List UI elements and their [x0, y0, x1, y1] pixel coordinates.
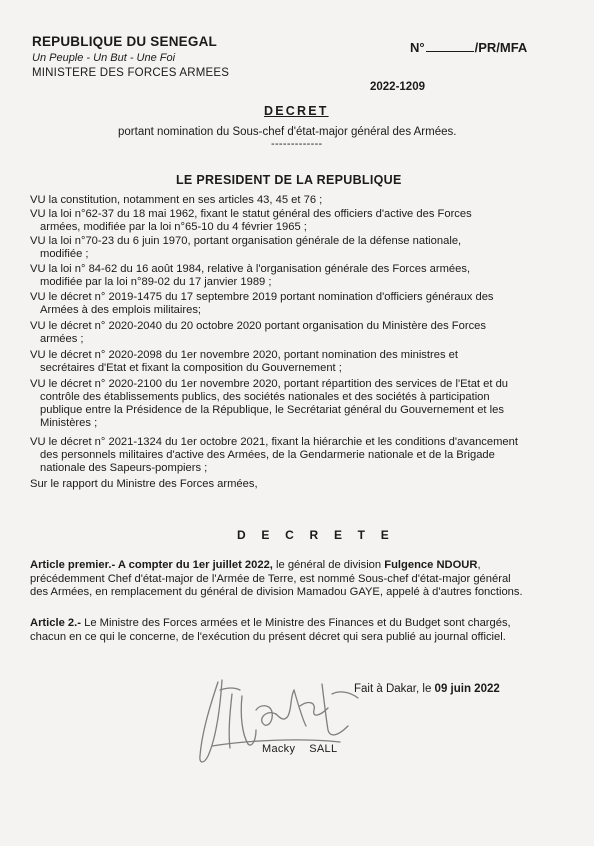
national-motto: Un Peuple - Un But - Une Foi: [32, 52, 176, 64]
title-separator: -------------: [271, 138, 323, 150]
visa-line: secrétaires d'Etat et fixant la composition du Gouvernement ;: [40, 362, 342, 374]
article-text: ,: [477, 559, 481, 571]
visa-line: armées, modifiée par la loi n°65-10 du 4 février 1965 ;: [40, 221, 307, 233]
visa-decret-2021-1324: [30, 436, 518, 475]
visa-constitution: [30, 194, 322, 207]
visa-line: armées ;: [40, 333, 84, 345]
article-premier: [30, 559, 523, 600]
visa-line: modifiée par la loi n°89-02 du 17 janvier 1989 ;: [40, 276, 272, 288]
visa-loi-70-23: [30, 235, 461, 261]
article-line: des Armées, en remplacement du général de division Mamadou GAYE, appelé à d'autres fonctions.: [30, 586, 523, 598]
article-text: le général de division: [272, 559, 385, 571]
visa-loi-84-62: [30, 263, 470, 289]
decree-title: DECRET: [264, 104, 329, 118]
visa-decret-2020-2040: [30, 320, 486, 346]
visa-decret-2020-2098: [30, 349, 458, 375]
visa-line: modifiée ;: [40, 248, 89, 260]
article-text: Le Ministre des Forces armées et le Ministre des Finances et du Budget sont chargés,: [80, 617, 511, 629]
visa-line: nationale des Sapeurs-pompiers ;: [40, 462, 208, 474]
visa-decret-2019-1475: [30, 291, 494, 317]
article-line: [30, 559, 523, 573]
visa-line: Sur le rapport du Ministre des Forces armées,: [30, 478, 258, 490]
decrete-heading: D E C R E T E: [237, 528, 395, 542]
article-line: [30, 617, 511, 631]
article-line: précédemment Chef d'état-major de l'Armée de Terre, est nommé Sous-chef d'état-major général: [30, 572, 511, 585]
signer-name: [262, 743, 351, 755]
ref-prefix: N°: [410, 40, 425, 55]
appointee-name: Fulgence NDOUR: [384, 559, 478, 571]
signing-date: 09 juin 2022: [434, 683, 500, 695]
reference-number: [410, 40, 527, 55]
article-2: [30, 617, 511, 644]
article-label: Article 2.-: [30, 617, 81, 629]
ref-suffix: /PR/MFA: [474, 40, 528, 55]
visa-line: VU le décret n° 2020-2100 du 1er novembre 2020, portant répartition des services de l'Etat et du: [30, 378, 509, 390]
visa-loi-62-37: [30, 208, 472, 234]
article-line: chacun en ce qui le concerne, de l'exécution du présent décret qui sera publié au journal officiel.: [30, 630, 506, 643]
visa-line: contrôle des établissements publics, des sociétés nationales et des sociétés à participation: [40, 391, 490, 403]
visa-decret-2020-2100: [30, 378, 508, 430]
visa-line: VU le décret n° 2020-2040 du 20 octobre 2020 portant organisation du Ministère des Forces: [30, 320, 486, 332]
visa-line: Ministères ;: [40, 417, 98, 429]
visa-line: VU le décret n° 2020-2098 du 1er novembre 2020, portant nomination des ministres et: [30, 349, 458, 361]
visa-line: VU le décret n° 2019-1475 du 17 septembre 2019 portant nomination d'officiers généraux des: [30, 291, 494, 303]
signer-first-name: Macky: [262, 743, 296, 755]
republic-title: REPUBLIQUE DU SENEGAL: [32, 34, 217, 49]
visa-rapport: [30, 478, 258, 491]
visa-line: VU la loi n° 84-62 du 16 août 1984, relative à l'organisation générale des Forces armées,: [30, 263, 471, 275]
visa-line: VU le décret n° 2021-1324 du 1er octobre 2021, fixant la hiérarchie et les conditions d'avancement: [30, 436, 518, 448]
visa-line: VU la constitution, notamment en ses articles 43, 45 et 76 ;: [30, 194, 323, 206]
place-text: Fait à Dakar, le: [354, 683, 435, 695]
visa-line: publique entre la Présidence de la République, le Secrétariat général du Gouvernement et les: [40, 404, 504, 416]
article-label: Article premier.- A compter du 1er juillet 2022,: [30, 559, 273, 571]
visa-line: des personnels militaires d'active des Armées, de la Gendarmerie nationale et de la Brigade: [40, 449, 495, 461]
signer-last-name: SALL: [309, 743, 338, 755]
ministry-name: MINISTERE DES FORCES ARMEES: [32, 67, 230, 79]
president-heading: LE PRESIDENT DE LA REPUBLIQUE: [176, 173, 402, 187]
decree-subtitle: portant nomination du Sous-chef d'état-major général des Armées.: [118, 126, 457, 138]
visa-line: VU la loi n°70-23 du 6 juin 1970, portant organisation générale de la défense nationale,: [30, 235, 462, 247]
place-and-date: [354, 683, 500, 695]
decree-code: 2022-1209: [370, 81, 425, 93]
visa-line: Armées à des emplois militaires;: [40, 304, 202, 316]
visa-line: VU la loi n°62-37 du 18 mai 1962, fixant le statut général des officiers d'active des Forces: [30, 208, 472, 220]
ref-blank-line: [426, 40, 474, 52]
